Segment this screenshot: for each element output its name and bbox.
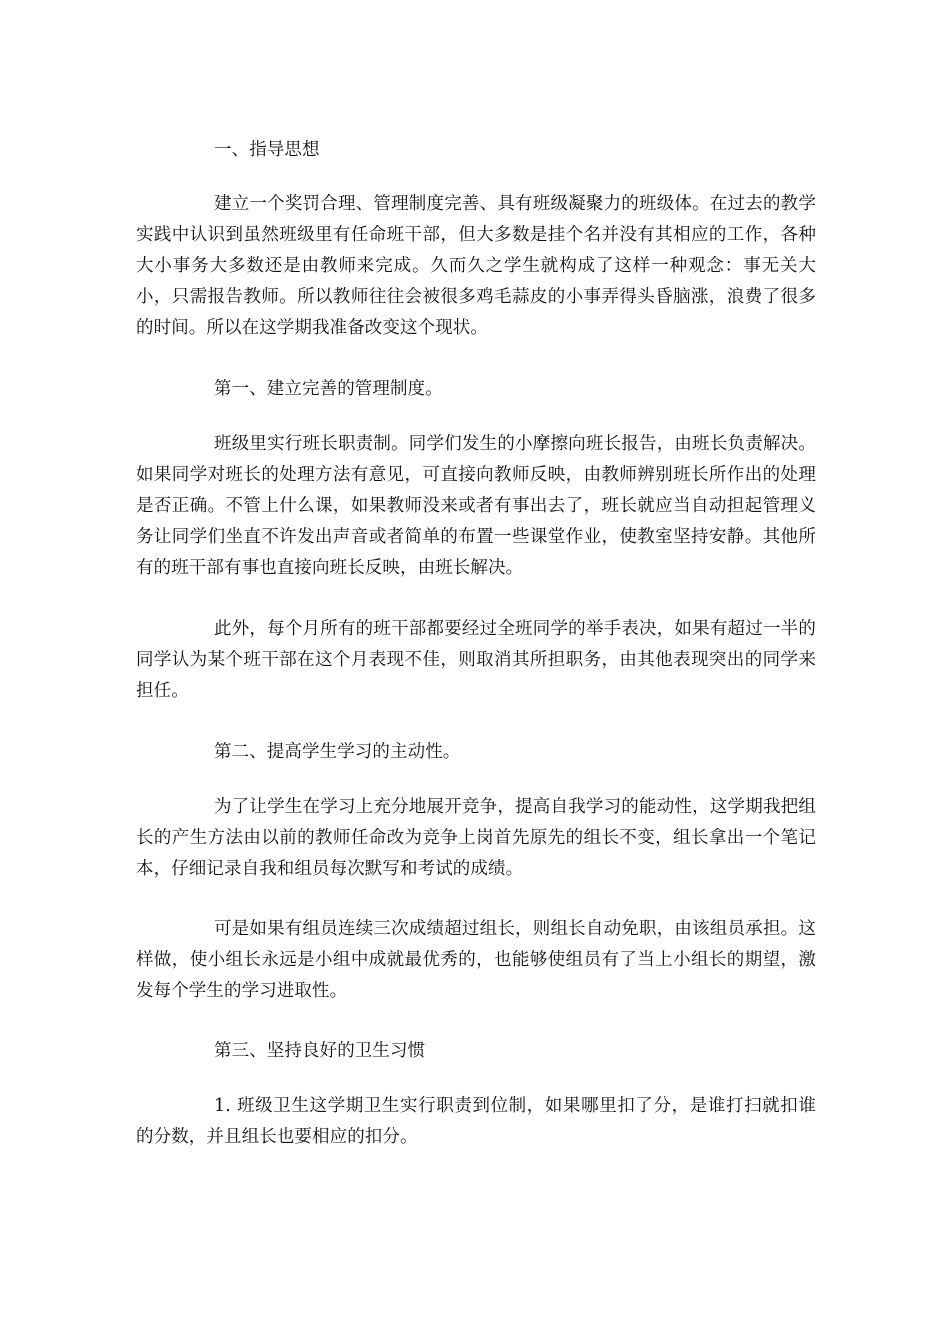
paragraph-monitor-responsibility: 班级里实行班长职责制。同学们发生的小摩擦向班长报告，由班长负责解决。如果同学对班长的处理方法有意见，可直接向教师反映，由教师辨别班长所作出的处理是否正确。不管上什么课，如果教师没来或者有事出去了，班长就应当自动担起管理义务让同学们坐直不许发出声音或者简单的布置一些课堂作业，使教室坚持安静。其他所有的班干部有事也直接向班长反映，由班长解决。 <box>136 434 816 578</box>
section-heading-management-system: 第一、建立完善的管理制度。 <box>214 379 443 399</box>
paragraph-monthly-vote: 此外，每个月所有的班干部都要经过全班同学的举手表决，如果有超过一半的同学认为某个班干部在这个月表现不佳，则取消其所担职务，由其他表现突出的同学来担任。 <box>136 619 816 701</box>
paragraph-group-leader-replacement: 可是如果有组员连续三次成绩超过组长，则组长自动免职，由该组员承担。这样做，使小组长永远是小组中成就最优秀的，也能够使组员有了当上小组长的期望，激发每个学生的学习进取性。 <box>136 919 816 1001</box>
paragraph-guiding-idea: 建立一个奖罚合理、管理制度完善、具有班级凝聚力的班级体。在过去的教学实践中认识到虽然班级里有任命班干部，但大多数是挂个名并没有其相应的工作，各种大小事务大多数还是由教师来完成。久而久之学生就构成了这样一种观念：事无关大小，只需报告教师。所以教师往往会被很多鸡毛蒜皮的小事弄得头昏脑涨，浪费了很多的时间。所以在这学期我准备改变这个现状。 <box>136 194 816 338</box>
section-heading-learning-initiative: 第二、提高学生学习的主动性。 <box>214 742 461 762</box>
paragraph-group-leader-competition: 为了让学生在学习上充分地展开竞争，提高自我学习的能动性，这学期我把组长的产生方法由以前的教师任命改为竞争上岗首先原先的组长不变，组长拿出一个笔记本，仔细记录自我和组员每次默写和考试的成绩。 <box>136 797 816 879</box>
section-heading-hygiene-habits: 第三、坚持良好的卫生习惯 <box>214 1041 426 1061</box>
section-heading-guiding-idea: 一、指导思想 <box>214 140 320 160</box>
paragraph-hygiene-responsibility: 1. 班级卫生这学期卫生实行职责到位制，如果哪里扣了分，是谁打扫就扣谁的分数，并且组长也要相应的扣分。 <box>136 1096 816 1147</box>
